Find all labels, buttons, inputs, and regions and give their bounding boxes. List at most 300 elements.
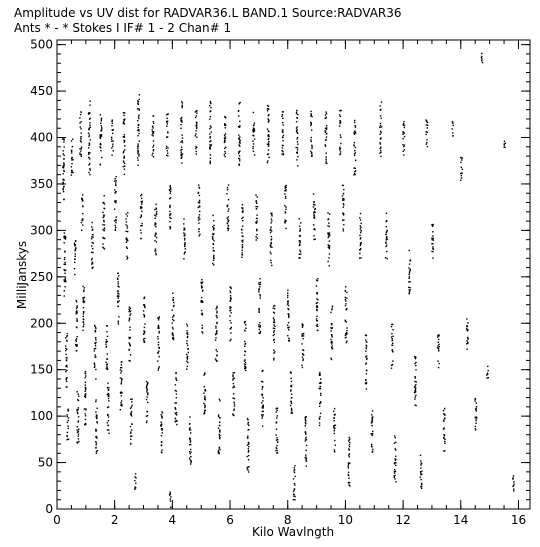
data-point — [233, 378, 234, 379]
data-point — [184, 246, 185, 247]
data-point — [125, 231, 126, 232]
data-point — [95, 447, 96, 448]
data-point — [117, 296, 118, 297]
data-point — [334, 418, 335, 419]
data-point — [82, 297, 83, 298]
data-point — [504, 144, 505, 145]
data-point — [241, 240, 242, 241]
data-point — [140, 206, 141, 207]
data-point — [120, 372, 121, 373]
data-point — [414, 398, 415, 399]
data-point — [187, 366, 188, 367]
data-point — [74, 262, 75, 263]
data-point — [124, 112, 125, 113]
data-point — [63, 237, 64, 238]
data-point — [277, 415, 278, 416]
data-point — [76, 350, 77, 351]
data-point — [409, 270, 410, 271]
data-point — [88, 152, 89, 153]
data-point — [287, 308, 288, 309]
data-point — [72, 157, 73, 158]
data-point — [343, 219, 344, 220]
data-point — [415, 369, 416, 370]
data-point — [408, 281, 409, 282]
data-point — [92, 222, 93, 223]
data-point — [64, 232, 65, 233]
data-point — [176, 393, 177, 394]
data-point — [203, 393, 204, 394]
data-point — [247, 469, 248, 470]
data-point — [302, 354, 303, 355]
data-point — [360, 227, 361, 228]
data-point — [329, 247, 330, 248]
data-point — [123, 152, 124, 153]
data-point — [118, 275, 119, 276]
data-point — [395, 456, 396, 457]
data-point — [74, 274, 75, 275]
data-point — [189, 427, 190, 428]
data-point — [371, 414, 372, 415]
data-point — [346, 342, 347, 343]
data-point — [170, 228, 171, 229]
data-point — [325, 132, 326, 133]
data-point — [273, 328, 274, 329]
data-point — [140, 225, 141, 226]
data-point — [202, 325, 203, 326]
data-point — [121, 405, 122, 406]
data-point — [438, 363, 439, 364]
data-point — [170, 191, 171, 192]
data-point — [213, 228, 214, 229]
data-point — [316, 316, 317, 317]
data-point — [313, 202, 314, 203]
data-point — [366, 373, 367, 374]
data-point — [288, 329, 289, 330]
data-point — [282, 145, 283, 146]
data-point — [233, 410, 234, 411]
data-point — [181, 101, 182, 102]
data-point — [184, 235, 185, 236]
data-point — [138, 108, 139, 109]
y-tick-label: 200 — [30, 316, 53, 331]
data-point — [238, 111, 239, 112]
data-point — [180, 124, 181, 125]
data-point — [372, 431, 373, 432]
data-point — [156, 237, 157, 238]
data-point — [127, 227, 128, 228]
data-point — [467, 322, 468, 323]
data-point — [297, 132, 298, 133]
data-point — [199, 214, 200, 215]
data-point — [92, 262, 93, 263]
data-point — [64, 251, 65, 252]
data-point — [316, 318, 317, 319]
data-point — [402, 144, 403, 145]
data-point — [274, 326, 275, 327]
data-point — [488, 377, 489, 378]
data-point — [404, 145, 405, 146]
data-point — [210, 158, 211, 159]
data-point — [392, 340, 393, 341]
data-point — [421, 486, 422, 487]
data-point — [219, 438, 220, 439]
data-point — [71, 170, 72, 171]
data-point — [189, 459, 190, 460]
data-point — [392, 343, 393, 344]
data-point — [115, 182, 116, 183]
data-point — [296, 128, 297, 129]
data-point — [126, 221, 127, 222]
data-point — [216, 311, 217, 312]
data-point — [360, 213, 361, 214]
data-point — [282, 132, 283, 133]
data-point — [270, 239, 271, 240]
data-point — [290, 371, 291, 372]
data-point — [91, 252, 92, 253]
data-point — [219, 436, 220, 437]
data-point — [317, 324, 318, 325]
data-point — [276, 422, 277, 423]
data-point — [89, 143, 90, 144]
data-point — [229, 315, 230, 316]
data-point — [103, 216, 104, 217]
data-point — [392, 351, 393, 352]
data-point — [216, 312, 217, 313]
data-point — [201, 327, 202, 328]
data-point — [238, 134, 239, 135]
data-point — [64, 139, 65, 140]
data-point — [85, 382, 86, 383]
data-point — [115, 227, 116, 228]
data-point — [348, 464, 349, 465]
data-point — [271, 243, 272, 244]
data-point — [83, 324, 84, 325]
data-point — [184, 233, 185, 234]
data-point — [438, 335, 439, 336]
data-point — [443, 420, 444, 421]
data-point — [228, 225, 229, 226]
data-point — [112, 122, 113, 123]
data-point — [410, 260, 411, 261]
data-point — [303, 333, 304, 334]
data-point — [75, 249, 76, 250]
data-point — [186, 361, 187, 362]
data-point — [95, 378, 96, 379]
data-point — [67, 416, 68, 417]
data-point — [283, 154, 284, 155]
data-point — [196, 113, 197, 114]
y-tick-label: 250 — [30, 269, 53, 284]
data-point — [247, 437, 248, 438]
data-point — [107, 383, 108, 384]
data-point — [287, 335, 288, 336]
data-point — [216, 323, 217, 324]
data-point — [395, 449, 396, 450]
data-point — [108, 433, 109, 434]
data-point — [83, 290, 84, 291]
data-point — [213, 264, 214, 265]
data-point — [475, 420, 476, 421]
data-point — [187, 345, 188, 346]
data-point — [271, 230, 272, 231]
data-point — [88, 147, 89, 148]
data-point — [144, 327, 145, 328]
data-point — [333, 411, 334, 412]
data-point — [271, 265, 272, 266]
data-point — [319, 418, 320, 419]
data-point — [233, 414, 234, 415]
data-point — [408, 278, 409, 279]
data-point — [167, 132, 168, 133]
data-point — [403, 123, 404, 124]
data-point — [120, 393, 121, 394]
data-point — [105, 344, 106, 345]
data-point — [166, 148, 167, 149]
data-point — [80, 140, 81, 141]
data-point — [273, 352, 274, 353]
data-point — [157, 360, 158, 361]
data-point — [282, 114, 283, 115]
data-point — [141, 194, 142, 195]
data-point — [274, 334, 275, 335]
data-point — [130, 408, 131, 409]
data-point — [438, 350, 439, 351]
data-point — [72, 146, 73, 147]
data-point — [325, 114, 326, 115]
data-point — [512, 478, 513, 479]
data-point — [391, 365, 392, 366]
data-point — [114, 180, 115, 181]
data-point — [187, 334, 188, 335]
data-point — [138, 118, 139, 119]
data-point — [130, 313, 131, 314]
data-point — [106, 366, 107, 367]
data-point — [63, 167, 64, 168]
data-point — [124, 166, 125, 167]
data-point — [391, 336, 392, 337]
data-point — [301, 334, 302, 335]
data-point — [229, 320, 230, 321]
data-point — [258, 288, 259, 289]
data-point — [345, 334, 346, 335]
data-point — [271, 220, 272, 221]
data-point — [212, 236, 213, 237]
data-point — [79, 117, 80, 118]
data-point — [63, 141, 64, 142]
data-point — [77, 307, 78, 308]
data-point — [115, 222, 116, 223]
data-point — [394, 435, 395, 436]
data-point — [285, 206, 286, 207]
data-point — [320, 378, 321, 379]
data-point — [107, 425, 108, 426]
data-point — [213, 240, 214, 241]
data-point — [82, 213, 83, 214]
data-point — [433, 224, 434, 225]
data-point — [123, 157, 124, 158]
data-point — [253, 124, 254, 125]
data-point — [176, 412, 177, 413]
data-point — [274, 351, 275, 352]
data-point — [293, 470, 294, 471]
data-point — [371, 425, 372, 426]
data-point — [409, 276, 410, 277]
data-point — [203, 403, 204, 404]
data-point — [334, 408, 335, 409]
data-point — [170, 498, 171, 499]
data-point — [248, 429, 249, 430]
data-point — [256, 218, 257, 219]
data-point — [134, 488, 135, 489]
data-point — [331, 334, 332, 335]
data-point — [320, 382, 321, 383]
data-point — [198, 193, 199, 194]
data-point — [63, 189, 64, 190]
data-point — [302, 360, 303, 361]
data-point — [155, 226, 156, 227]
data-point — [95, 328, 96, 329]
data-point — [94, 363, 95, 364]
data-point — [63, 179, 64, 180]
data-point — [151, 134, 152, 135]
data-point — [504, 146, 505, 147]
data-point — [301, 343, 302, 344]
data-point — [256, 208, 257, 209]
data-point — [248, 459, 249, 460]
data-point — [215, 334, 216, 335]
data-point — [88, 133, 89, 134]
data-point — [296, 113, 297, 114]
data-point — [305, 457, 306, 458]
data-point — [326, 153, 327, 154]
data-point — [432, 231, 433, 232]
data-point — [241, 252, 242, 253]
data-point — [102, 202, 103, 203]
data-point — [310, 125, 311, 126]
data-point — [131, 411, 132, 412]
data-point — [287, 302, 288, 303]
data-point — [115, 220, 116, 221]
data-point — [128, 311, 129, 312]
data-point — [302, 325, 303, 326]
data-point — [475, 398, 476, 399]
data-point — [276, 411, 277, 412]
data-point — [273, 308, 274, 309]
data-point — [354, 155, 355, 156]
data-point — [248, 451, 249, 452]
data-point — [113, 150, 114, 151]
data-point — [188, 352, 189, 353]
data-point — [210, 125, 211, 126]
data-point — [238, 144, 239, 145]
data-point — [190, 456, 191, 457]
data-point — [276, 439, 277, 440]
data-point — [240, 102, 241, 103]
data-point — [329, 253, 330, 254]
data-point — [329, 226, 330, 227]
data-point — [355, 126, 356, 127]
data-point — [196, 147, 197, 148]
data-point — [176, 402, 177, 403]
data-point — [379, 127, 380, 128]
data-point — [129, 349, 130, 350]
data-point — [395, 481, 396, 482]
data-point — [273, 332, 274, 333]
data-point — [92, 234, 93, 235]
data-point — [273, 359, 274, 360]
data-point — [305, 422, 306, 423]
data-point — [261, 402, 262, 403]
data-point — [75, 300, 76, 301]
data-point — [78, 433, 79, 434]
data-point — [173, 302, 174, 303]
data-point — [123, 160, 124, 161]
data-point — [421, 471, 422, 472]
data-point — [486, 374, 487, 375]
data-point — [395, 465, 396, 466]
data-point — [327, 225, 328, 226]
data-point — [167, 118, 168, 119]
data-point — [199, 211, 200, 212]
data-point — [433, 240, 434, 241]
data-point — [156, 241, 157, 242]
data-point — [305, 437, 306, 438]
data-point — [360, 219, 361, 220]
data-point — [385, 257, 386, 258]
data-point — [127, 225, 128, 226]
y-tick-label: 350 — [30, 176, 53, 191]
data-point — [311, 129, 312, 130]
data-point — [504, 141, 505, 142]
data-point — [95, 342, 96, 343]
data-point — [139, 99, 140, 100]
data-point — [184, 244, 185, 245]
data-point — [245, 328, 246, 329]
data-point — [513, 481, 514, 482]
data-point — [421, 483, 422, 484]
data-point — [112, 129, 113, 130]
data-point — [182, 142, 183, 143]
data-point — [298, 257, 299, 258]
data-point — [183, 218, 184, 219]
data-point — [102, 243, 103, 244]
data-point — [258, 309, 259, 310]
data-point — [268, 115, 269, 116]
data-point — [107, 336, 108, 337]
data-point — [190, 432, 191, 433]
data-point — [155, 253, 156, 254]
data-point — [270, 222, 271, 223]
data-point — [316, 298, 317, 299]
data-point — [126, 237, 127, 238]
data-point — [380, 150, 381, 151]
data-point — [414, 363, 415, 364]
data-point — [186, 354, 187, 355]
data-point — [170, 193, 171, 194]
data-point — [291, 385, 292, 386]
data-point — [129, 342, 130, 343]
data-point — [211, 131, 212, 132]
data-point — [91, 238, 92, 239]
data-point — [201, 331, 202, 332]
data-point — [161, 424, 162, 425]
data-point — [394, 472, 395, 473]
data-point — [143, 339, 144, 340]
data-point — [420, 479, 421, 480]
data-point — [346, 327, 347, 328]
data-point — [88, 157, 89, 158]
data-point — [317, 293, 318, 294]
